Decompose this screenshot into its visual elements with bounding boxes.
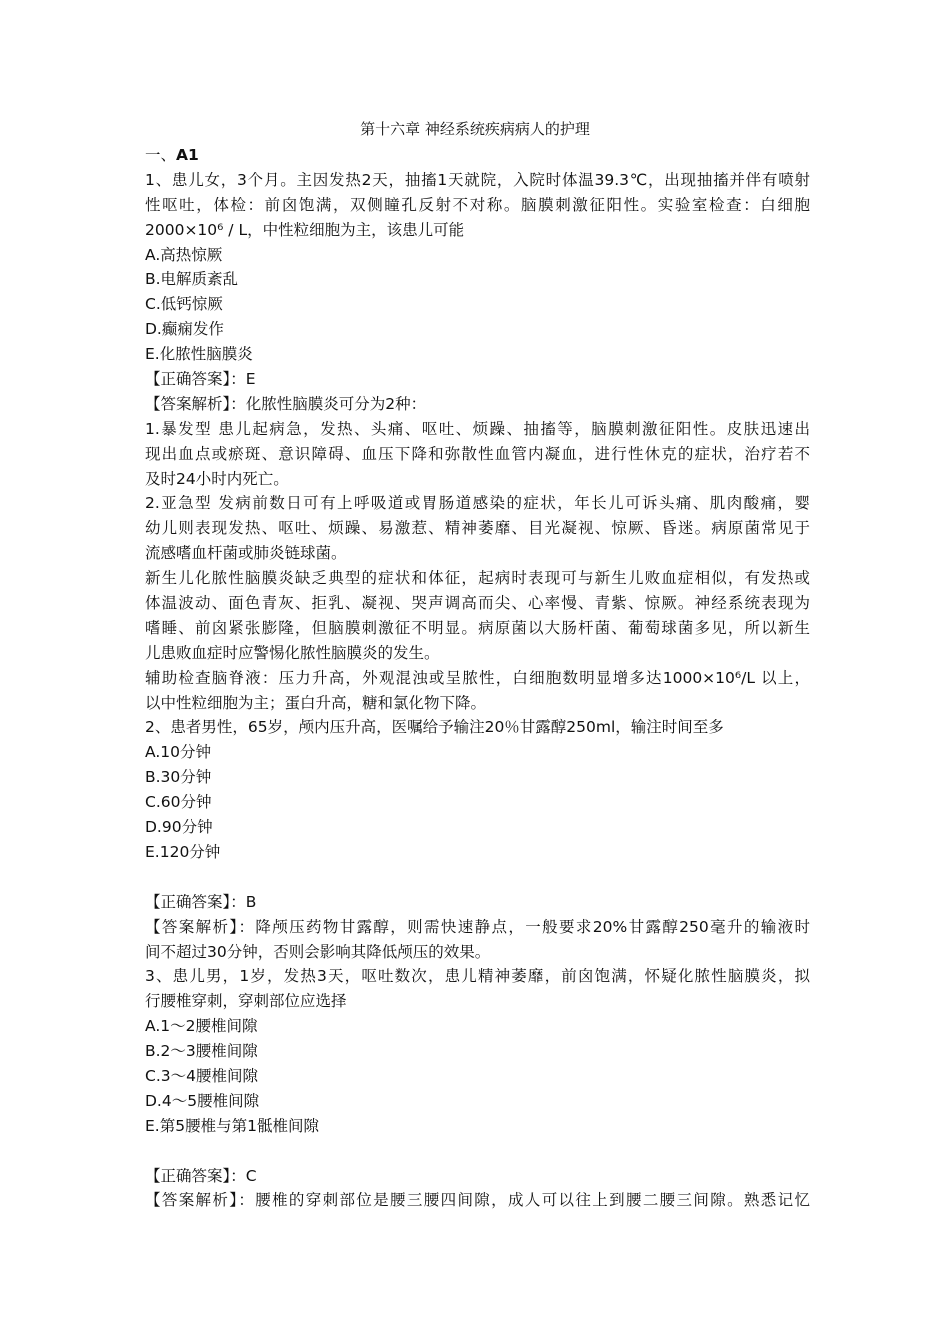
text-line: B.30分钟: [145, 768, 212, 787]
text-line: 及时24小时内死亡。: [145, 469, 289, 488]
text-line: 【正确答案】：E: [145, 370, 256, 389]
text-line: B.电解质紊乱: [145, 270, 239, 289]
text-line: D.90分钟: [145, 818, 213, 837]
text-line: 【答案解析】：腰椎的穿刺部位是腰三腰四间隙，成人可以往上到腰二腰三间隙。熟悉记忆: [145, 1191, 810, 1210]
text-line: C.60分钟: [145, 793, 212, 812]
text-line: 行腰椎穿刺，穿刺部位应选择: [145, 992, 347, 1011]
text-line: C.低钙惊厥: [145, 295, 223, 314]
text-line: A.10分钟: [145, 743, 211, 762]
text-line: A.1～2腰椎间隙: [145, 1017, 258, 1036]
text-line: 2、患者男性，65岁，颅内压升高，医嘱给予输注20％甘露醇250ml，输注时间至多: [145, 718, 724, 737]
text-line: 3、患儿男，1岁，发热3天，呕吐数次，患儿精神萎靡，前囟饱满，怀疑化脓性脑膜炎，拟: [145, 967, 810, 986]
text-line: 1.暴发型 患儿起病急，发热、头痛、呕吐、烦躁、抽搐等，脑膜刺激征阳性。皮肤迅速出: [145, 419, 810, 438]
chapter-title: 第十六章 神经系统疾病病人的护理: [360, 120, 590, 138]
text-line: 2000×10⁶ / L，中性粒细胞为主，该患儿可能: [145, 220, 465, 239]
text-line: 体温波动、面色青灰、拒乳、凝视、哭声调高而尖、心率慢、青紫、惊厥。神经系统表现为: [145, 594, 810, 613]
text-line: 【正确答案】：B: [145, 892, 257, 911]
text-line: E.第5腰椎与第1骶椎间隙: [145, 1116, 319, 1135]
section-heading: [145, 143, 810, 168]
blank-line: [145, 865, 810, 890]
text-line: 现出血点或瘀斑、意识障碍、血压下降和弥散性血管内凝血，进行性休克的症状，治疗若不: [145, 444, 810, 463]
text-line: 辅助检查脑脊液：压力升高，外观混浊或呈脓性，白细胞数明显增多达1000×10⁶/L 以上，: [145, 668, 810, 687]
text-line: 嗜睡、前囟紧张膨隆，但脑膜刺激征不明显。病原菌以大肠杆菌、葡萄球菌多见，所以新生: [145, 618, 810, 637]
text-line: 间不超过30分钟，否则会影响其降低颅压的效果。: [145, 942, 491, 961]
text-line: 【答案解析】：化脓性脑膜炎可分为2种：: [145, 394, 427, 413]
text-line: 性呕吐，体检：前囟饱满，双侧瞳孔反射不对称。脑膜刺激征阳性。实验室检查：白细胞: [145, 195, 810, 214]
text-line: 幼儿则表现发热、呕吐、烦躁、易激惹、精神萎靡、目光凝视、惊厥、昏迷。病原菌常见于: [145, 519, 810, 538]
text-line: C.3～4腰椎间隙: [145, 1066, 258, 1085]
section-label: A1: [176, 146, 199, 164]
text-line: D.癫痫发作: [145, 320, 224, 339]
text-line: A.高热惊厥: [145, 245, 223, 264]
text-line: 2.亚急型 发病前数日可有上呼吸道或胃肠道感染的症状，年长儿可诉头痛、肌肉酸痛，婴: [145, 494, 810, 513]
blank-line: [145, 1139, 810, 1164]
text-line: 儿患败血症时应警惕化脓性脑膜炎的发生。: [145, 643, 440, 662]
text-line: 新生儿化脓性脑膜炎缺乏典型的症状和体征，起病时表现可与新生儿败血症相似，有发热或: [145, 569, 810, 588]
section-prefix: 一、: [145, 146, 177, 164]
text-line: D.4～5腰椎间隙: [145, 1091, 260, 1110]
text-line: 1、患儿女，3个月。主因发热2天，抽搐1天就院，入院时体温39.3℃，出现抽搐并伴有喷射: [145, 170, 810, 189]
text-line: E.化脓性脑膜炎: [145, 345, 253, 364]
text-line: 【答案解析】：降颅压药物甘露醇，则需快速静点，一般要求20%甘露醇250毫升的输液时: [145, 917, 810, 936]
text-line: 流感嗜血杆菌或肺炎链球菌。: [145, 544, 347, 563]
text-line: 【正确答案】：C: [145, 1166, 257, 1185]
text-line: 以中性粒细胞为主；蛋白升高，糖和氯化物下降。: [145, 693, 487, 712]
document-body: [145, 143, 810, 1213]
text-line: E.120分钟: [145, 842, 221, 861]
text-line: B.2～3腰椎间隙: [145, 1042, 258, 1061]
